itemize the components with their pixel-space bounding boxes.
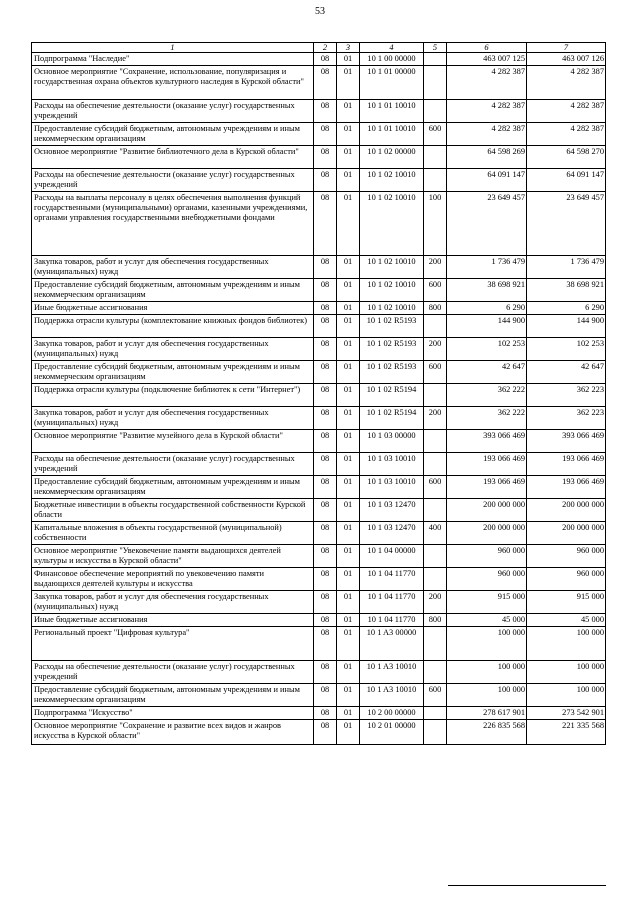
row-vr [424,707,447,720]
row-cs: 10 2 00 00000 [360,707,424,720]
row-vr: 200 [424,591,447,614]
row-rz: 01 [337,430,360,453]
row-name: Предоставление субсидий бюджетным, автономным учреждениям и иным некоммерческим организациям [32,684,314,707]
row-vr [424,146,447,169]
row-cs: 10 1 02 R5194 [360,407,424,430]
row-rz: 01 [337,720,360,745]
table-row [32,591,606,614]
row-sum1: 200 000 000 [447,499,527,522]
row-gr: 08 [314,100,337,123]
table-row [32,361,606,384]
row-cs: 10 1 03 12470 [360,522,424,545]
row-sum2: 960 000 [527,568,606,591]
row-cs: 10 1 01 00000 [360,66,424,100]
row-vr [424,384,447,407]
row-rz: 01 [337,568,360,591]
row-sum2: 915 000 [527,591,606,614]
row-vr [424,169,447,192]
row-sum1: 6 290 [447,302,527,315]
row-cs: 10 1 04 11770 [360,614,424,627]
row-cs: 10 1 A3 10010 [360,684,424,707]
row-rz: 01 [337,661,360,684]
row-rz: 01 [337,684,360,707]
row-rz: 01 [337,476,360,499]
row-gr: 08 [314,192,337,256]
row-rz: 01 [337,453,360,476]
column-number-row [32,43,606,53]
table-row [32,315,606,338]
row-vr [424,453,447,476]
row-rz: 01 [337,338,360,361]
row-sum2: 1 736 479 [527,256,606,279]
column-header: 2 [314,43,337,53]
row-vr [424,53,447,66]
row-gr: 08 [314,315,337,338]
row-gr: 08 [314,430,337,453]
table-row [32,407,606,430]
row-name: Поддержка отрасли культуры (подключение библиотек к сети "Интернет") [32,384,314,407]
row-name: Основное мероприятие "Сохранение, использование, популяризация и государственная охрана объектов культурного наследия в Курской области" [32,66,314,100]
table-row [32,146,606,169]
row-gr: 08 [314,338,337,361]
row-sum1: 144 900 [447,315,527,338]
row-name: Основное мероприятие "Увековечение памяти выдающихся деятелей культуры и искусства в Курской области" [32,545,314,568]
table-row [32,568,606,591]
row-rz: 01 [337,302,360,315]
row-rz: 01 [337,169,360,192]
row-vr: 400 [424,522,447,545]
row-sum2: 23 649 457 [527,192,606,256]
row-sum1: 226 835 568 [447,720,527,745]
row-sum2: 4 282 387 [527,100,606,123]
row-cs: 10 1 04 11770 [360,591,424,614]
row-sum1: 960 000 [447,545,527,568]
table-row [32,53,606,66]
row-rz: 01 [337,53,360,66]
row-sum1: 23 649 457 [447,192,527,256]
row-gr: 08 [314,66,337,100]
row-sum2: 6 290 [527,302,606,315]
row-cs: 10 1 03 10010 [360,476,424,499]
row-name: Закупка товаров, работ и услуг для обеспечения государственных (муниципальных) нужд [32,591,314,614]
row-sum2: 463 007 126 [527,53,606,66]
row-cs: 10 2 01 00000 [360,720,424,745]
row-sum1: 915 000 [447,591,527,614]
table-row [32,661,606,684]
row-rz: 01 [337,279,360,302]
row-gr: 08 [314,407,337,430]
table-row [32,545,606,568]
row-rz: 01 [337,146,360,169]
row-rz: 01 [337,522,360,545]
table-row [32,256,606,279]
budget-table [31,42,606,745]
row-gr: 08 [314,684,337,707]
row-cs: 10 1 04 11770 [360,568,424,591]
row-name: Предоставление субсидий бюджетным, автономным учреждениям и иным некоммерческим организациям [32,476,314,499]
row-cs: 10 1 02 R5194 [360,384,424,407]
table-row [32,684,606,707]
row-gr: 08 [314,568,337,591]
row-gr: 08 [314,545,337,568]
row-cs: 10 1 01 10010 [360,123,424,146]
row-rz: 01 [337,384,360,407]
row-rz: 01 [337,361,360,384]
row-vr: 200 [424,256,447,279]
table-row [32,123,606,146]
table-row [32,499,606,522]
row-sum1: 100 000 [447,684,527,707]
row-name: Основное мероприятие "Сохранение и развитие всех видов и жанров искусства в Курской области" [32,720,314,745]
table-row [32,453,606,476]
row-rz: 01 [337,407,360,430]
row-cs: 10 1 02 R5193 [360,338,424,361]
row-sum2: 42 647 [527,361,606,384]
row-gr: 08 [314,53,337,66]
row-sum1: 362 222 [447,407,527,430]
table-row [32,430,606,453]
row-sum1: 393 066 469 [447,430,527,453]
row-name: Расходы на обеспечение деятельности (оказание услуг) государственных учреждений [32,661,314,684]
row-sum1: 100 000 [447,661,527,684]
row-sum1: 100 000 [447,627,527,661]
row-sum2: 221 335 568 [527,720,606,745]
table-row [32,522,606,545]
row-gr: 08 [314,453,337,476]
column-header: 5 [424,43,447,53]
row-gr: 08 [314,279,337,302]
row-sum1: 278 617 901 [447,707,527,720]
row-rz: 01 [337,315,360,338]
row-name: Иные бюджетные ассигнования [32,302,314,315]
row-gr: 08 [314,661,337,684]
footer-divider [448,885,606,886]
row-sum2: 102 253 [527,338,606,361]
row-vr: 800 [424,302,447,315]
row-sum1: 200 000 000 [447,522,527,545]
column-header: 6 [447,43,527,53]
row-cs: 10 1 03 12470 [360,499,424,522]
table-row [32,338,606,361]
row-sum2: 45 000 [527,614,606,627]
row-vr: 600 [424,123,447,146]
row-name: Основное мероприятие "Развитие музейного дела в Курской области" [32,430,314,453]
row-sum2: 64 598 270 [527,146,606,169]
row-rz: 01 [337,499,360,522]
row-vr [424,315,447,338]
table-row [32,707,606,720]
row-vr [424,499,447,522]
row-vr: 600 [424,361,447,384]
row-gr: 08 [314,720,337,745]
row-vr [424,430,447,453]
table-row [32,476,606,499]
row-cs: 10 1 00 00000 [360,53,424,66]
column-header: 4 [360,43,424,53]
row-cs: 10 1 02 10010 [360,192,424,256]
row-gr: 08 [314,302,337,315]
row-cs: 10 1 A3 00000 [360,627,424,661]
row-sum2: 100 000 [527,684,606,707]
table-row [32,627,606,661]
row-name: Подпрограмма "Искусство" [32,707,314,720]
row-cs: 10 1 02 R5193 [360,361,424,384]
row-vr [424,627,447,661]
row-gr: 08 [314,361,337,384]
row-rz: 01 [337,66,360,100]
row-name: Подпрограмма "Наследие" [32,53,314,66]
row-gr: 08 [314,384,337,407]
row-rz: 01 [337,100,360,123]
row-name: Предоставление субсидий бюджетным, автономным учреждениям и иным некоммерческим организациям [32,123,314,146]
row-sum1: 38 698 921 [447,279,527,302]
row-cs: 10 1 04 00000 [360,545,424,568]
column-header: 3 [337,43,360,53]
row-name: Расходы на обеспечение деятельности (оказание услуг) государственных учреждений [32,169,314,192]
row-name: Закупка товаров, работ и услуг для обеспечения государственных (муниципальных) нужд [32,407,314,430]
row-sum2: 38 698 921 [527,279,606,302]
row-name: Капитальные вложения в объекты государственной (муниципальной) собственности [32,522,314,545]
row-cs: 10 1 02 R5193 [360,315,424,338]
table-row [32,614,606,627]
row-name: Бюджетные инвестиции в объекты государственной собственности Курской области [32,499,314,522]
row-sum2: 200 000 000 [527,499,606,522]
row-cs: 10 1 03 00000 [360,430,424,453]
row-name: Предоставление субсидий бюджетным, автономным учреждениям и иным некоммерческим организациям [32,279,314,302]
row-cs: 10 1 A3 10010 [360,661,424,684]
row-cs: 10 1 02 00000 [360,146,424,169]
row-rz: 01 [337,123,360,146]
row-name: Закупка товаров, работ и услуг для обеспечения государственных (муниципальных) нужд [32,338,314,361]
row-sum2: 193 066 469 [527,453,606,476]
row-gr: 08 [314,499,337,522]
row-rz: 01 [337,192,360,256]
row-sum1: 362 222 [447,384,527,407]
row-sum1: 64 091 147 [447,169,527,192]
row-rz: 01 [337,591,360,614]
row-sum1: 1 736 479 [447,256,527,279]
column-header: 7 [527,43,606,53]
row-cs: 10 1 02 10010 [360,302,424,315]
row-name: Поддержка отрасли культуры (комплектование книжных фондов библиотек) [32,315,314,338]
row-sum1: 4 282 387 [447,100,527,123]
row-sum2: 100 000 [527,627,606,661]
row-vr: 600 [424,476,447,499]
row-name: Основное мероприятие "Развитие библиотечного дела в Курской области" [32,146,314,169]
row-sum1: 193 066 469 [447,476,527,499]
row-rz: 01 [337,545,360,568]
row-vr [424,568,447,591]
row-sum2: 960 000 [527,545,606,568]
row-sum1: 463 007 125 [447,53,527,66]
row-rz: 01 [337,614,360,627]
row-name: Иные бюджетные ассигнования [32,614,314,627]
row-vr: 100 [424,192,447,256]
row-gr: 08 [314,169,337,192]
row-rz: 01 [337,627,360,661]
row-gr: 08 [314,614,337,627]
row-gr: 08 [314,476,337,499]
row-gr: 08 [314,256,337,279]
row-sum2: 273 542 901 [527,707,606,720]
row-sum1: 45 000 [447,614,527,627]
row-sum1: 64 598 269 [447,146,527,169]
table-row [32,720,606,745]
row-vr [424,720,447,745]
table-row [32,66,606,100]
row-gr: 08 [314,146,337,169]
row-sum1: 4 282 387 [447,123,527,146]
row-name: Расходы на выплаты персоналу в целях обеспечения выполнения функций государственными (муниципальными) органами, казенными учреждениями, органами управления государственными внебюджетными фондами [32,192,314,256]
row-vr [424,66,447,100]
row-vr: 800 [424,614,447,627]
table-row [32,100,606,123]
row-sum2: 362 223 [527,384,606,407]
row-sum2: 4 282 387 [527,66,606,100]
row-vr [424,545,447,568]
row-sum1: 42 647 [447,361,527,384]
row-rz: 01 [337,707,360,720]
row-gr: 08 [314,627,337,661]
row-gr: 08 [314,591,337,614]
row-vr [424,661,447,684]
row-sum2: 64 091 147 [527,169,606,192]
row-name: Региональный проект "Цифровая культура" [32,627,314,661]
row-vr: 600 [424,684,447,707]
table-row [32,302,606,315]
table-row [32,384,606,407]
row-sum2: 362 223 [527,407,606,430]
row-cs: 10 1 03 10010 [360,453,424,476]
row-sum2: 100 000 [527,661,606,684]
row-name: Расходы на обеспечение деятельности (оказание услуг) государственных учреждений [32,453,314,476]
table-row [32,192,606,256]
table-row [32,279,606,302]
row-cs: 10 1 02 10010 [360,256,424,279]
column-header: 1 [32,43,314,53]
row-gr: 08 [314,707,337,720]
row-gr: 08 [314,123,337,146]
row-gr: 08 [314,522,337,545]
page-number: 53 [315,6,325,17]
row-sum2: 393 066 469 [527,430,606,453]
row-name: Закупка товаров, работ и услуг для обеспечения государственных (муниципальных) нужд [32,256,314,279]
row-cs: 10 1 02 10010 [360,169,424,192]
row-vr: 600 [424,279,447,302]
row-sum1: 102 253 [447,338,527,361]
row-vr: 200 [424,338,447,361]
table-row [32,169,606,192]
table-body [32,53,606,745]
row-sum2: 144 900 [527,315,606,338]
row-name: Расходы на обеспечение деятельности (оказание услуг) государственных учреждений [32,100,314,123]
row-cs: 10 1 02 10010 [360,279,424,302]
row-sum1: 960 000 [447,568,527,591]
row-vr: 200 [424,407,447,430]
row-cs: 10 1 01 10010 [360,100,424,123]
row-sum1: 193 066 469 [447,453,527,476]
row-vr [424,100,447,123]
row-sum2: 4 282 387 [527,123,606,146]
row-sum1: 4 282 387 [447,66,527,100]
row-name: Предоставление субсидий бюджетным, автономным учреждениям и иным некоммерческим организациям [32,361,314,384]
row-rz: 01 [337,256,360,279]
row-name: Финансовое обеспечение мероприятий по увековечению памяти выдающихся деятелей культуры и искусства [32,568,314,591]
row-sum2: 200 000 000 [527,522,606,545]
row-sum2: 193 066 469 [527,476,606,499]
